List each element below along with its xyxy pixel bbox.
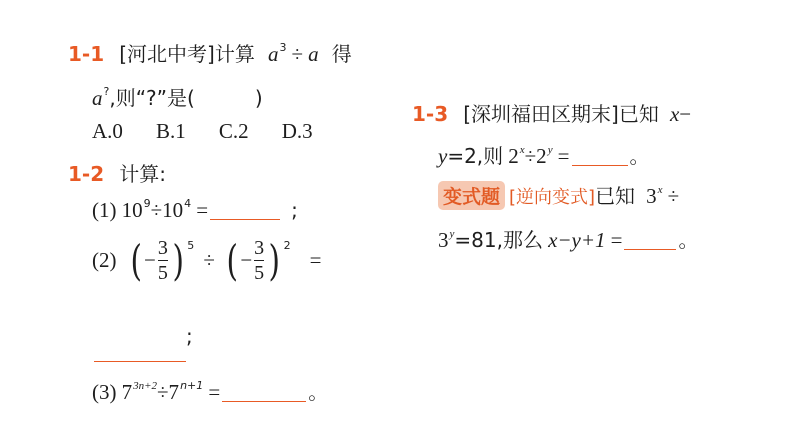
frac-num: 3	[254, 237, 265, 259]
right-paren: )	[268, 236, 281, 285]
punct: 。	[308, 380, 329, 404]
problem-text: 得	[331, 42, 352, 66]
problem-text: 已知	[595, 184, 636, 208]
left-paren: (	[226, 236, 238, 285]
punct: 。	[629, 144, 650, 168]
problem-1-2-sub1	[92, 198, 298, 223]
math-exp: 9	[143, 197, 151, 210]
problem-1-2-title	[68, 158, 166, 187]
sub-label: (2)	[92, 248, 117, 272]
variant-type: [逆向变式]	[509, 187, 596, 208]
problem-number: 1-2	[68, 162, 105, 186]
math-expr: x−y+1	[548, 228, 606, 252]
math-op: =	[610, 228, 623, 252]
problem-text: 已知	[618, 102, 659, 126]
math-exp: 2	[283, 239, 291, 252]
math-exp: 5	[187, 239, 195, 252]
math-num: ÷7	[157, 380, 180, 404]
punct: ;	[291, 198, 298, 222]
problem-1-1-options	[92, 119, 313, 144]
option-b[interactable]: B.1	[156, 119, 186, 143]
sub-label: (1)	[92, 198, 117, 222]
math-op: =	[309, 248, 322, 272]
problem-1-2-sub3	[92, 376, 328, 405]
problem-text: )	[254, 86, 263, 110]
math-op: =	[208, 380, 221, 404]
math-op: =	[557, 144, 570, 168]
answer-blank[interactable]	[624, 248, 676, 250]
problem-1-2-sub2	[92, 236, 322, 285]
punct: ;	[186, 324, 193, 348]
math-var: a	[92, 86, 103, 110]
problem-text: =81,那么	[454, 228, 543, 252]
variant-badge: 变式题	[438, 181, 505, 210]
math-op: −	[240, 248, 253, 272]
option-a[interactable]: A.0	[92, 119, 123, 143]
problem-1-3-line1	[412, 98, 691, 127]
math-var: x	[669, 102, 680, 126]
fraction	[254, 236, 264, 285]
problem-1-1-line1	[68, 38, 352, 67]
math-op: ÷	[203, 248, 215, 272]
math-exp: y	[547, 144, 553, 156]
math-exp: 3n+2	[133, 380, 158, 392]
math-op: ÷	[667, 184, 680, 208]
option-c[interactable]: C.2	[218, 119, 249, 143]
math-op: −	[679, 102, 692, 126]
answer-blank[interactable]	[572, 164, 628, 166]
punct: 。	[678, 228, 699, 252]
answer-blank[interactable]	[222, 400, 306, 402]
math-num: 10	[121, 198, 143, 222]
math-var: a	[267, 42, 279, 66]
math-exp: 3	[279, 41, 287, 54]
problem-source: [深圳福田区期末]	[463, 102, 619, 126]
math-op: −	[143, 248, 156, 272]
math-num: 2	[508, 144, 519, 168]
math-exp: 4	[184, 197, 192, 210]
math-exp: n+1	[180, 379, 204, 392]
answer-blank[interactable]	[210, 218, 280, 220]
math-op: =	[196, 198, 209, 222]
problem-text: ,则“?”是(	[109, 86, 195, 110]
problem-number: 1-1	[68, 42, 105, 66]
left-paren: (	[130, 236, 142, 285]
problem-1-3-variant	[438, 180, 679, 210]
problem-source: [河北中考]	[119, 42, 215, 66]
math-exp: x	[657, 184, 663, 196]
problem-text: 计算	[214, 42, 255, 66]
math-exp: ?	[103, 85, 110, 98]
math-op: ÷	[291, 42, 304, 66]
answer-blank[interactable]	[197, 107, 253, 108]
frac-num: 3	[157, 237, 168, 259]
option-d[interactable]: D.3	[281, 119, 313, 143]
math-exp: y	[449, 228, 455, 240]
math-num: ÷10	[150, 198, 184, 222]
problem-text: 计算:	[119, 162, 166, 186]
math-num: ÷2	[524, 144, 547, 168]
problem-1-1-line2	[92, 82, 263, 111]
frac-den: 5	[157, 262, 168, 284]
math-var: y	[438, 144, 448, 168]
problem-1-3-variant-line2	[438, 224, 698, 253]
problem-number: 1-3	[412, 102, 449, 126]
sub-label: (3)	[92, 380, 117, 404]
right-paren: )	[172, 236, 184, 285]
problem-text: =2,则	[447, 144, 504, 168]
frac-den: 5	[254, 262, 265, 284]
math-var: a	[308, 42, 319, 66]
math-num: 3	[646, 184, 657, 208]
problem-1-3-line2	[438, 140, 650, 169]
math-num: 3	[438, 228, 449, 252]
math-num: 7	[121, 380, 133, 404]
fraction	[158, 236, 168, 285]
answer-blank[interactable]	[94, 360, 186, 362]
math-exp: x	[519, 144, 525, 156]
